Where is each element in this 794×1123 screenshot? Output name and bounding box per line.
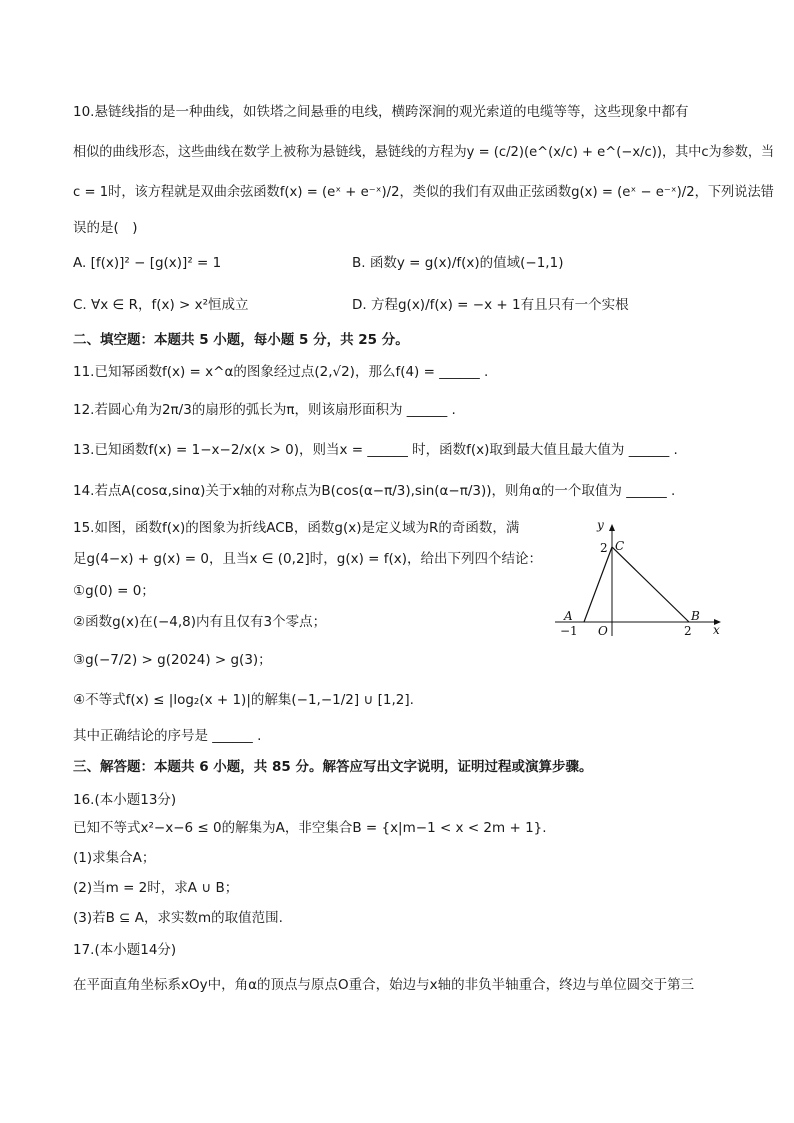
point-c-label: C	[615, 539, 625, 553]
section-solution-heading: 三、解答题：本题共 6 小题，共 85 分。解答应写出文字说明，证明过程或演算步骤。	[73, 759, 593, 775]
q16-part-2: (2)当m = 2时，求A ∪ B；	[73, 880, 239, 896]
q15-answer-line: 其中正确结论的序号是 ______ .	[73, 728, 262, 744]
q17-stem: 在平面直角坐标系xOy中，角α的顶点与原点O重合，始边与x轴的非负半轴重合，终边与单位圆交于第三	[73, 977, 695, 993]
q10-option-b: B. 函数y = g(x)/f(x)的值域(−1,1)	[352, 255, 564, 271]
q15-line-1: 15.如图，函数f(x)的图象为折线ACB，函数g(x)是定义域为R的奇函数，满	[73, 520, 520, 536]
q16-stem: 已知不等式x²−x−6 ≤ 0的解集为A，非空集合B = {x|m−1 < x < 2m + 1}.	[73, 820, 547, 836]
q15-line-2: 足g(4−x) + g(x) = 0，且当x ∈ (0,2]时，g(x) = f(x)，给出下列四个结论：	[73, 551, 543, 567]
q10-line-2: 相似的曲线形态，这些曲线在数学上被称为悬链线，悬链线的方程为y = (c/2)(e^(x/c) + e^(−x/c))，其中c为参数，当	[73, 144, 775, 160]
q10-option-d: D. 方程g(x)/f(x) = −x + 1有且只有一个实根	[352, 297, 629, 313]
q10-option-c: C. ∀x ∈ R，f(x) > x²恒成立	[73, 297, 249, 313]
q16-part-3: (3)若B ⊆ A，求实数m的取值范围.	[73, 910, 283, 926]
q10-option-a: A. [f(x)]² − [g(x)]² = 1	[73, 255, 222, 271]
q15-conclusion-3: ③g(−7/2) > g(2024) > g(3)；	[73, 652, 272, 668]
y-axis-arrow-icon	[609, 524, 615, 531]
q15-conclusion-2: ②函数g(x)在(−4,8)内有且仅有3个零点；	[73, 614, 327, 630]
q10-line-1: 10.悬链线指的是一种曲线，如铁塔之间悬垂的电线，横跨深涧的观光索道的电缆等等，这些现象中都有	[73, 104, 689, 120]
point-a-label: A	[564, 609, 573, 623]
polyline-acb	[584, 547, 689, 622]
section-fill-blank-heading: 二、填空题：本题共 5 小题，每小题 5 分，共 25 分。	[73, 332, 409, 348]
q15-graph-figure	[553, 518, 725, 640]
q17-header: 17.(本小题14分)	[73, 942, 177, 958]
tick-x-2: 2	[684, 624, 692, 638]
origin-label: O	[598, 624, 608, 638]
q16-part-1: (1)求集合A；	[73, 850, 156, 866]
question-14: 14.若点A(cosα,sinα)关于x轴的对称点为B(cos(α−π/3),sin(α−π/3))，则角α的一个取值为 ______ .	[73, 483, 676, 499]
q10-line-4: 误的是( )	[73, 220, 138, 236]
point-b-label: B	[691, 609, 700, 623]
question-12: 12.若圆心角为2π/3的扇形的弧长为π，则该扇形面积为 ______ .	[73, 402, 456, 418]
x-axis-label: x	[713, 623, 720, 637]
q16-header: 16.(本小题13分)	[73, 792, 177, 808]
question-13: 13.已知函数f(x) = 1−x−2/x(x > 0)，则当x = ______ 时，函数f(x)取到最大值且最大值为 ______ .	[73, 442, 678, 458]
y-axis-label: y	[597, 518, 604, 532]
question-11: 11.已知幂函数f(x) = x^α的图象经过点(2,√2)，那么f(4) = ______ .	[73, 364, 489, 380]
q15-conclusion-4: ④不等式f(x) ≤ |log₂(x + 1)|的解集(−1,−1/2] ∪ [1,2].	[73, 692, 414, 708]
q10-line-3: c = 1时，该方程就是双曲余弦函数f(x) = (eˣ + e⁻ˣ)/2，类似的我们有双曲正弦函数g(x) = (eˣ − e⁻ˣ)/2，下列说法错	[73, 184, 774, 200]
tick-x-neg1: −1	[560, 624, 578, 638]
tick-y-2: 2	[600, 541, 608, 555]
q15-conclusion-1: ①g(0) = 0；	[73, 583, 155, 599]
